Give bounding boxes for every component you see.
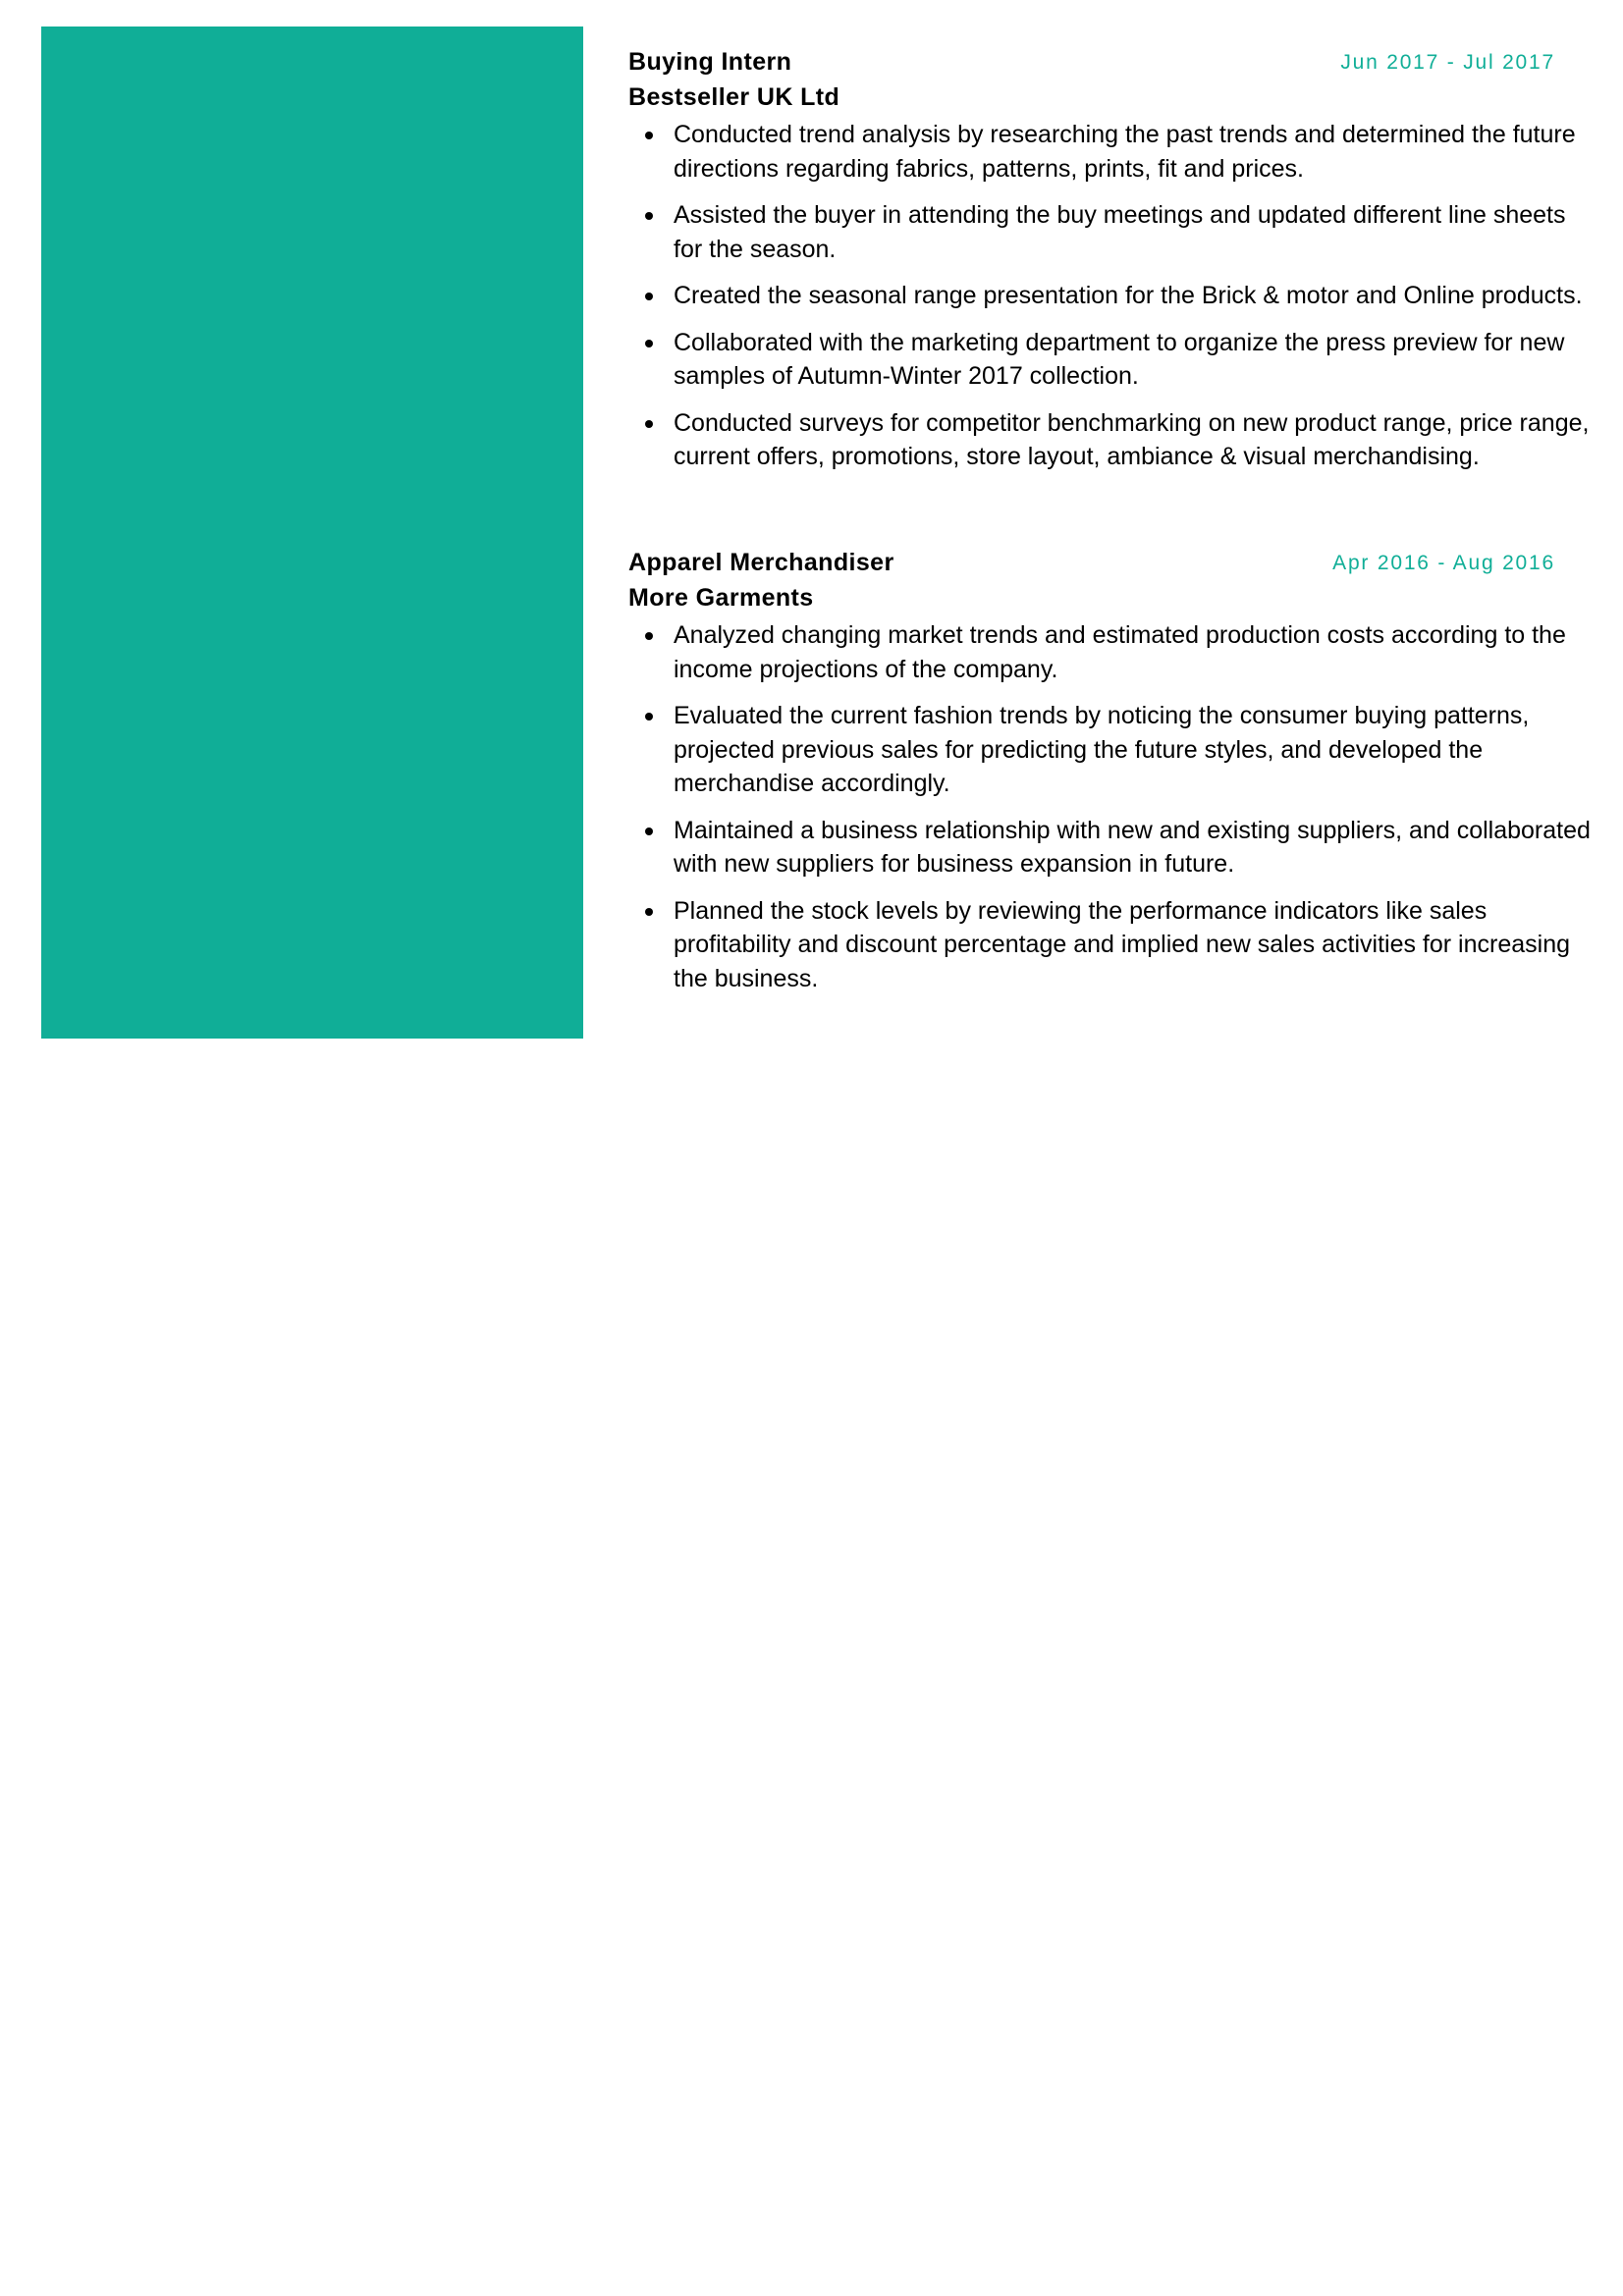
bullet-icon (645, 632, 653, 640)
responsibility-item (628, 326, 1600, 394)
responsibility-list (628, 618, 1600, 1008)
responsibility-list (628, 118, 1600, 487)
responsibility-item (628, 198, 1600, 266)
job-title: Apparel Merchandiser (628, 549, 894, 576)
responsibility-text: Created the seasonal range presentation for the Brick & motor and Online products. (674, 282, 1583, 309)
job-dates: Jun 2017 - Jul 2017 (1340, 51, 1555, 74)
responsibility-item (628, 279, 1600, 313)
company-name: Bestseller UK Ltd (628, 83, 840, 111)
responsibility-text: Analyzed changing market trends and estimated production costs according to the income projections of the company. (674, 621, 1566, 683)
responsibility-text: Collaborated with the marketing department to organize the press preview for new samples of Autumn-Winter 2017 collection. (674, 328, 1565, 390)
bullet-icon (645, 828, 653, 835)
bullet-icon (645, 293, 653, 300)
bullet-icon (645, 212, 653, 220)
bullet-icon (645, 420, 653, 428)
bullet-icon (645, 132, 653, 139)
responsibility-text: Maintained a business relationship with new and existing suppliers, and collaborated with new suppliers for business expansion in future. (674, 816, 1591, 878)
company-name: More Garments (628, 584, 814, 612)
responsibility-item (628, 894, 1600, 996)
bullet-icon (645, 340, 653, 347)
responsibility-item (628, 118, 1600, 186)
responsibility-item (628, 618, 1600, 686)
bullet-icon (645, 908, 653, 916)
responsibility-text: Conducted trend analysis by researching the past trends and determined the future directions regarding fabrics, patterns, prints, fit and prices. (674, 121, 1576, 183)
responsibility-text: Assisted the buyer in attending the buy meetings and updated different line sheets for the season. (674, 201, 1566, 263)
job-dates: Apr 2016 - Aug 2016 (1332, 552, 1555, 574)
responsibility-item (628, 814, 1600, 881)
responsibility-item (628, 406, 1600, 474)
job-title: Buying Intern (628, 48, 792, 76)
responsibility-item (628, 699, 1600, 801)
responsibility-text: Planned the stock levels by reviewing the performance indicators like sales profitability and discount percentage and implied new sales activities for increasing the business. (674, 896, 1571, 992)
sidebar-color-block (41, 27, 583, 1039)
responsibility-text: Evaluated the current fashion trends by noticing the consumer buying patterns, projected previous sales for predicting the future styles, and developed the merchandise accordingly. (674, 702, 1530, 797)
responsibility-text: Conducted surveys for competitor benchmarking on new product range, price range, current offers, promotions, store layout, ambiance & visual merchandising. (674, 408, 1590, 470)
bullet-icon (645, 713, 653, 721)
